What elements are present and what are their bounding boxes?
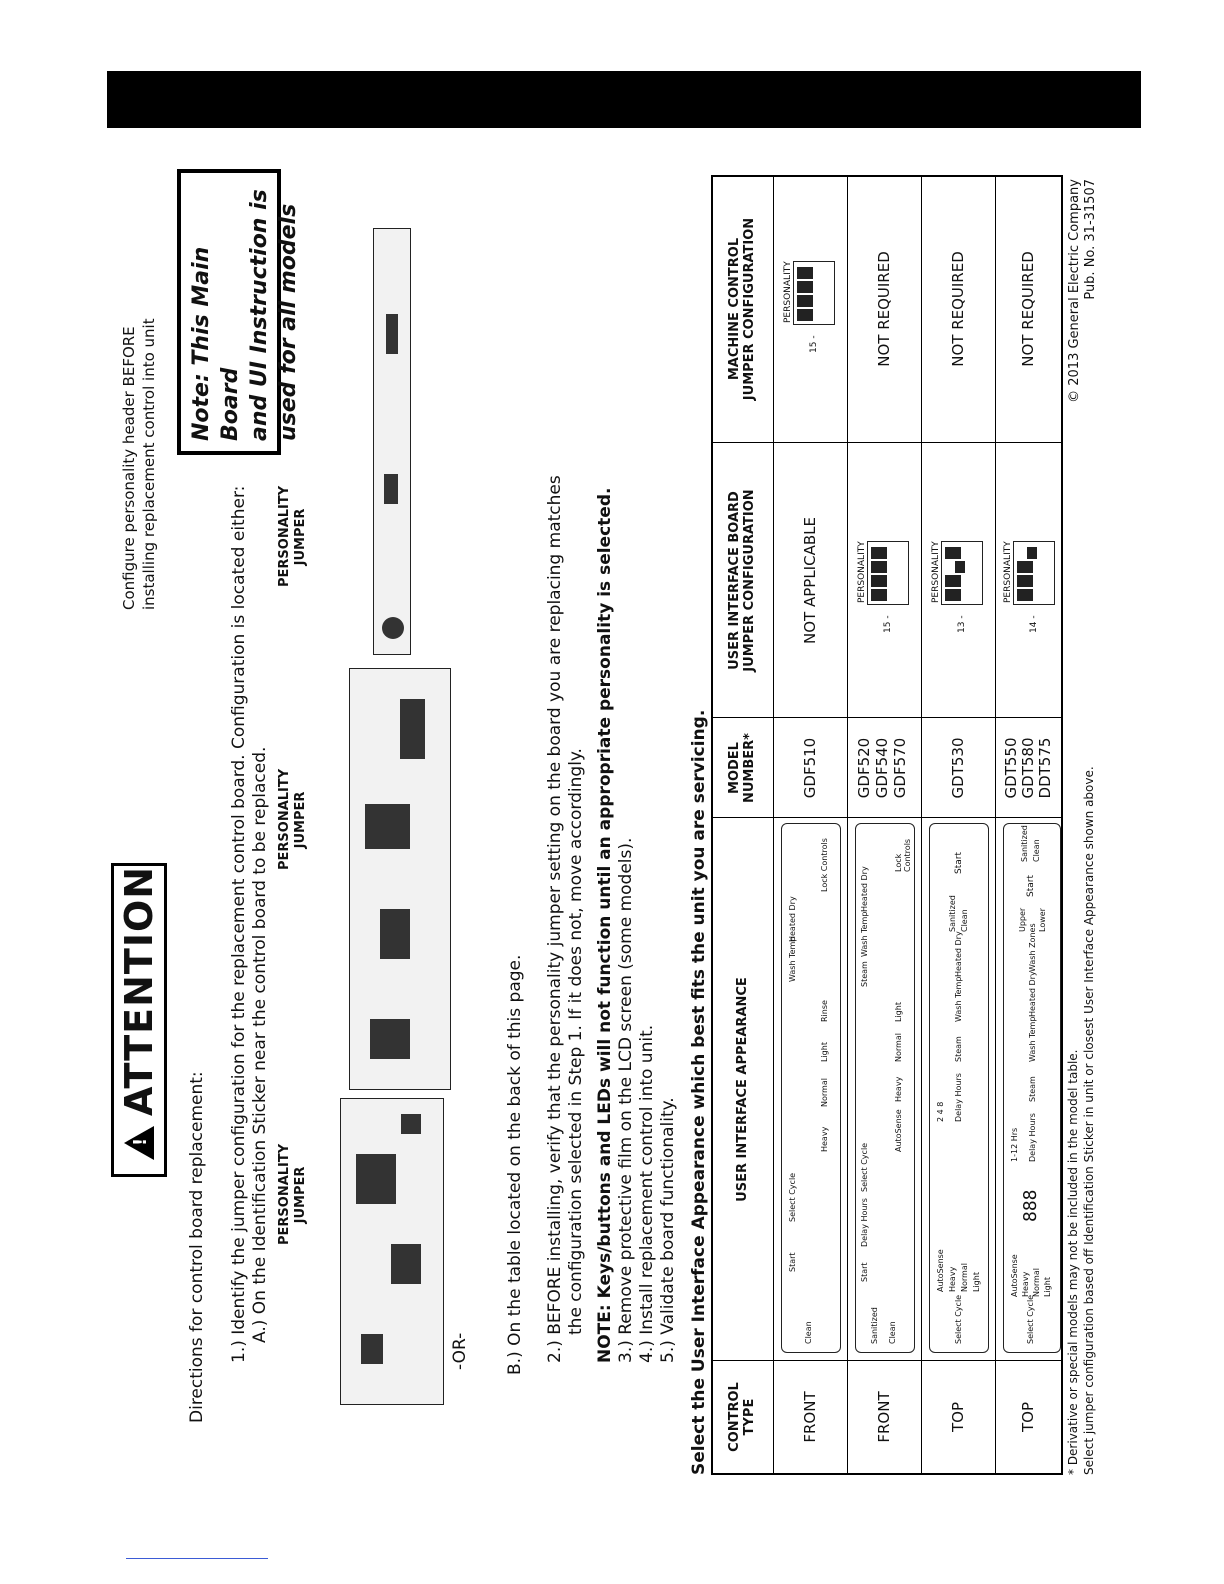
step-1b: B.) On the table located on the back of this page.: [505, 954, 525, 1375]
configuration-table: [711, 175, 1063, 1475]
row2-machine: NOT REQUIRED: [875, 251, 893, 367]
p4-display: 888: [1020, 1189, 1041, 1222]
ui-panel-1: [781, 823, 841, 1353]
ui-panel-3: [929, 823, 989, 1353]
control-board-1: [340, 1098, 444, 1405]
p4-start: Start: [1026, 875, 1036, 897]
p3-heated-dry: Heated Dry: [954, 931, 963, 977]
footnote-2: Select jumper configuration based off Identification Sticker in unit or closest User Interface Appearance shown above.: [1082, 766, 1096, 1475]
p3-delay-hours: Delay Hours: [954, 1073, 963, 1122]
header-ui-appearance: USER INTERFACE APPEARANCE: [735, 977, 750, 1202]
warning-icon: !: [124, 1126, 154, 1160]
ui-panel-2: [855, 823, 915, 1353]
note-box: [177, 169, 301, 455]
row4-model-3: DDT575: [1036, 737, 1054, 799]
row4-ui-jumper-word: PERSONALITY: [1003, 541, 1013, 603]
row1-machine-jumper: [783, 253, 843, 353]
p1-light: Light: [820, 1042, 829, 1062]
p4-heavy: Heavy: [1021, 1271, 1030, 1297]
row4-machine: NOT REQUIRED: [1019, 251, 1037, 367]
row1-model: GDF510: [801, 737, 819, 799]
row2-control: FRONT: [875, 1391, 893, 1443]
board1-label: [277, 1145, 309, 1245]
p3-clean: Clean: [960, 909, 969, 932]
board2-label-jumper: JUMPER: [293, 791, 308, 849]
p3-sanitized: Sanitized: [948, 895, 957, 932]
p4-normal: Normal: [1032, 1268, 1041, 1297]
header-control-type: [727, 1361, 757, 1473]
copyright-line-2: Pub. No. 31-31507: [1083, 179, 1098, 300]
p1-select-cycle: Select Cycle: [788, 1172, 797, 1222]
config-line-1: Configure personality header BEFORE: [120, 326, 138, 610]
p1-heated-dry: Heated Dry: [788, 896, 797, 942]
board1-label-jumper: JUMPER: [293, 1166, 308, 1224]
p4-sanitized: Sanitized: [1020, 825, 1029, 862]
header-control-type-line-2: TYPE: [742, 1398, 757, 1436]
footer-link-underline: [126, 1558, 268, 1559]
p2-clean: Clean: [888, 1321, 897, 1344]
row4-ui-jumper: [1003, 533, 1063, 633]
p4-delay-hours: Delay Hours: [1028, 1113, 1037, 1162]
p4-wash-temp: Wash Temp: [1028, 1016, 1037, 1062]
p1-heavy: Heavy: [820, 1126, 829, 1152]
header-model-line-2: NUMBER*: [742, 733, 757, 803]
step-1a: A.) On the Identification Sticker near the control board to be replaced.: [250, 746, 270, 1343]
p2-normal: Normal: [894, 1033, 903, 1062]
row2-ui-jumper-word: PERSONALITY: [857, 541, 867, 603]
row1-ui-board: NOT APPLICABLE: [801, 517, 819, 644]
row2-models: [855, 718, 909, 818]
footnote-1: * Derivative or special models may not be included in the model table.: [1066, 1049, 1080, 1475]
p4-upper: Upper: [1018, 907, 1027, 932]
row4-control: TOP: [1019, 1402, 1037, 1433]
p4-steam: Steam: [1028, 1076, 1037, 1102]
row2-ui-jumper-value: 15 -: [883, 615, 893, 633]
board3-label-jumper: JUMPER: [293, 508, 308, 566]
note-keys: NOTE: Keys/buttons and LEDs will not function until an appropriate personality is selected.: [595, 487, 615, 1363]
row1-control: FRONT: [801, 1391, 819, 1443]
header-control-type-line-1: CONTROL: [727, 1382, 742, 1452]
board2-label: [277, 770, 309, 870]
p4-light: Light: [1043, 1277, 1052, 1297]
copyright: [1067, 179, 1099, 475]
or-label: -OR-: [450, 1332, 470, 1370]
attention-title: ATTENTION: [117, 865, 161, 1116]
row2-ui-jumper: [857, 533, 917, 633]
p1-rinse: Rinse: [820, 1000, 829, 1022]
control-board-2: [349, 668, 451, 1090]
row2-model-1: GDF520: [855, 737, 873, 799]
p2-lock-controls: Lock Controls: [894, 838, 912, 872]
header-model-line-1: MODEL: [727, 742, 742, 794]
header-ui-board: [727, 443, 757, 718]
header-ui-board-line-2: JUMPER CONFIGURATION: [742, 489, 757, 672]
board3-label: [277, 487, 309, 587]
rotated-sheet: [105, 155, 1098, 1475]
p4-select-cycle: Select Cycle: [1026, 1294, 1035, 1344]
p2-delay-hours: Delay Hours: [860, 1198, 869, 1247]
row3-control: TOP: [949, 1402, 967, 1433]
header-ui-board-line-1: USER INTERFACE BOARD: [727, 491, 742, 670]
attention-banner: [111, 863, 167, 1177]
p3-autosense: AutoSense: [936, 1249, 945, 1292]
note-line-3: used for all models: [276, 203, 301, 441]
p3-light: Light: [972, 1272, 981, 1292]
step-4: 4.) Install replacement control into unit.: [637, 1024, 657, 1363]
p3-heavy: Heavy: [948, 1266, 957, 1292]
p3-select-cycle: Select Cycle: [954, 1294, 963, 1344]
p4-wash-zones: Wash Zones: [1028, 923, 1037, 972]
header-bar: [107, 71, 1141, 128]
ui-panel-4: [1003, 823, 1061, 1353]
p1-clean: Clean: [804, 1321, 813, 1344]
note-line-2: and UI Instruction is: [247, 189, 272, 441]
config-line-2: installing replacement control into unit: [140, 318, 158, 610]
p4-hours-range: 1-12 Hrs: [1010, 1127, 1019, 1162]
step-5: 5.) Validate board functionality.: [658, 1097, 678, 1363]
p1-lock-controls: Lock Controls: [820, 838, 829, 892]
row4-models: [1003, 718, 1054, 818]
p1-wash-temp: Wash Temp: [788, 936, 797, 982]
p2-wash-temp: Wash Temp: [860, 911, 869, 957]
row2-model-2: GDF540: [873, 737, 891, 799]
p4-heated-dry: Heated Dry: [1028, 971, 1037, 1017]
copyright-line-1: © 2013 General Electric Company: [1067, 179, 1082, 403]
p2-start: Start: [860, 1262, 869, 1282]
board1-label-personality: PERSONALITY: [277, 1143, 292, 1245]
config-instructions: [119, 318, 159, 610]
header-machine-line-1: MACHINE CONTROL: [727, 237, 742, 381]
row2-model-3: GDF570: [891, 737, 909, 799]
p2-heated-dry: Heated Dry: [860, 866, 869, 912]
row1-machine-jumper-value: 15 -: [809, 335, 819, 353]
p4-lower: Lower: [1038, 908, 1047, 932]
step-2a: 2.) BEFORE installing, verify that the personality jumper setting on the board you are replacing matches: [545, 475, 565, 1363]
header-machine-line-2: JUMPER CONFIGURATION: [742, 217, 757, 401]
row1-machine-jumper-word: PERSONALITY: [783, 261, 793, 323]
board3-label-personality: PERSONALITY: [277, 485, 292, 587]
p3-steam: Steam: [954, 1036, 963, 1062]
p4-clean: Clean: [1032, 839, 1041, 862]
step-1: 1.) Identify the jumper configuration for the replacement control board. Configuration is located either:: [229, 485, 249, 1363]
p2-heavy: Heavy: [894, 1076, 903, 1102]
p3-start: Start: [954, 852, 964, 874]
p2-sanitized: Sanitized: [870, 1307, 879, 1344]
p3-normal: Normal: [960, 1263, 969, 1292]
note-line-1: Note: This Main Board: [189, 246, 243, 441]
row3-machine: NOT REQUIRED: [949, 251, 967, 367]
p2-steam: Steam: [860, 961, 869, 987]
row3-ui-jumper-word: PERSONALITY: [931, 541, 941, 603]
control-board-3: [373, 228, 411, 655]
p4-autosense: AutoSense: [1010, 1254, 1019, 1297]
p2-select-cycle: Select Cycle: [860, 1142, 869, 1192]
select-heading: Select the User Interface Appearance which best fits the unit you are servicing.: [689, 709, 709, 1475]
row4-model-2: GDT580: [1019, 737, 1037, 799]
p2-light: Light: [894, 1002, 903, 1022]
board2-label-personality: PERSONALITY: [277, 768, 292, 870]
directions-title: Directions for control board replacement:: [187, 1071, 207, 1423]
p1-start: Start: [788, 1252, 797, 1272]
header-machine-control: [727, 175, 757, 443]
p2-autosense: AutoSense: [894, 1109, 903, 1152]
step-3: 3.) Remove protective film on the LCD screen (some models).: [616, 837, 636, 1363]
row4-ui-jumper-value: 14 -: [1029, 615, 1039, 633]
header-model-number: [727, 718, 757, 818]
step-2b: the configuration selected in Step 1. If it does not, move accordingly.: [566, 748, 586, 1335]
row4-model-1: GDT550: [1002, 737, 1020, 799]
p3-wash-temp: Wash Temp: [954, 976, 963, 1022]
p3-delay-values: 2 4 8: [936, 1101, 945, 1122]
row3-ui-jumper: [931, 533, 991, 633]
p1-normal: Normal: [820, 1078, 829, 1107]
row3-model: GDT530: [949, 737, 967, 799]
row3-ui-jumper-value: 13 -: [957, 615, 967, 633]
